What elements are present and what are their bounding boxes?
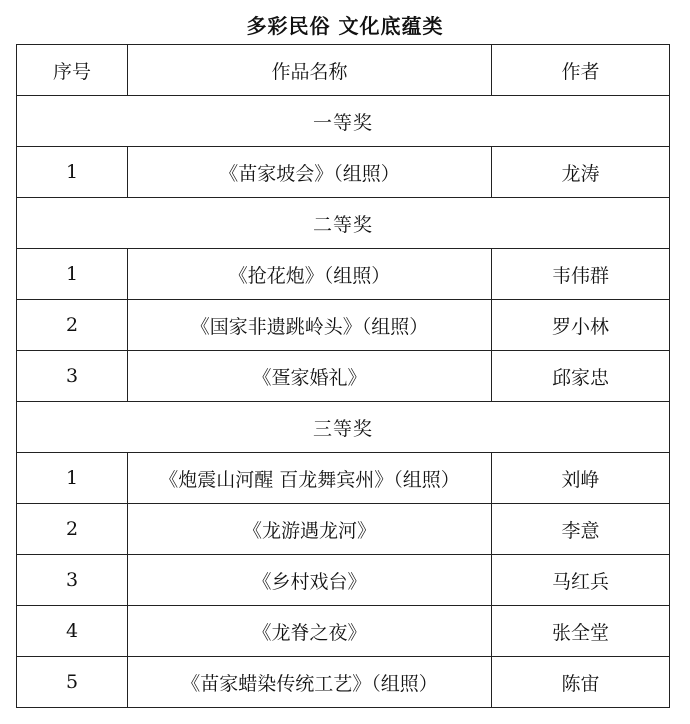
tier-label: 二等奖 xyxy=(17,198,670,249)
row-number: 2 xyxy=(17,300,128,351)
work-title: 《苗家蜡染传统工艺》（组照） xyxy=(128,657,492,708)
work-title: 《龙脊之夜》 xyxy=(128,606,492,657)
author-name: 李意 xyxy=(492,504,670,555)
work-title: 《苗家坡会》（组照） xyxy=(128,147,492,198)
table-row xyxy=(17,657,670,708)
work-title: 《炮震山河醒 百龙舞宾州》（组照） xyxy=(128,453,492,504)
row-number: 5 xyxy=(17,657,128,708)
table-row xyxy=(17,249,670,300)
table-row xyxy=(17,453,670,504)
author-name: 刘峥 xyxy=(492,453,670,504)
table-body xyxy=(17,96,670,708)
table-row xyxy=(17,504,670,555)
tier-label: 一等奖 xyxy=(17,96,670,147)
tier-label: 三等奖 xyxy=(17,402,670,453)
header-author: 作者 xyxy=(492,45,670,96)
row-number: 1 xyxy=(17,249,128,300)
tier-row-third-prize xyxy=(17,402,670,453)
header-number: 序号 xyxy=(17,45,128,96)
row-number: 1 xyxy=(17,147,128,198)
header-work-title: 作品名称 xyxy=(128,45,492,96)
table-header xyxy=(17,45,670,96)
awards-table xyxy=(16,44,670,708)
work-title: 《乡村戏台》 xyxy=(128,555,492,606)
author-name: 韦伟群 xyxy=(492,249,670,300)
table-row xyxy=(17,147,670,198)
table-row xyxy=(17,606,670,657)
work-title: 《疍家婚礼》 xyxy=(128,351,492,402)
work-title: 《国家非遗跳岭头》（组照） xyxy=(128,300,492,351)
table-row xyxy=(17,555,670,606)
author-name: 邱家忠 xyxy=(492,351,670,402)
tier-row-second-prize xyxy=(17,198,670,249)
author-name: 马红兵 xyxy=(492,555,670,606)
author-name: 陈宙 xyxy=(492,657,670,708)
row-number: 3 xyxy=(17,351,128,402)
header-row xyxy=(17,45,670,96)
author-name: 龙涛 xyxy=(492,147,670,198)
row-number: 4 xyxy=(17,606,128,657)
table-row xyxy=(17,300,670,351)
page-title: 多彩民俗 文化底蕴类 xyxy=(246,14,444,38)
work-title: 《抢花炮》（组照） xyxy=(128,249,492,300)
table-row xyxy=(17,351,670,402)
tier-row-first-prize xyxy=(17,96,670,147)
row-number: 2 xyxy=(17,504,128,555)
author-name: 张全堂 xyxy=(492,606,670,657)
work-title: 《龙游遇龙河》 xyxy=(128,504,492,555)
row-number: 3 xyxy=(17,555,128,606)
row-number: 1 xyxy=(17,453,128,504)
author-name: 罗小林 xyxy=(492,300,670,351)
